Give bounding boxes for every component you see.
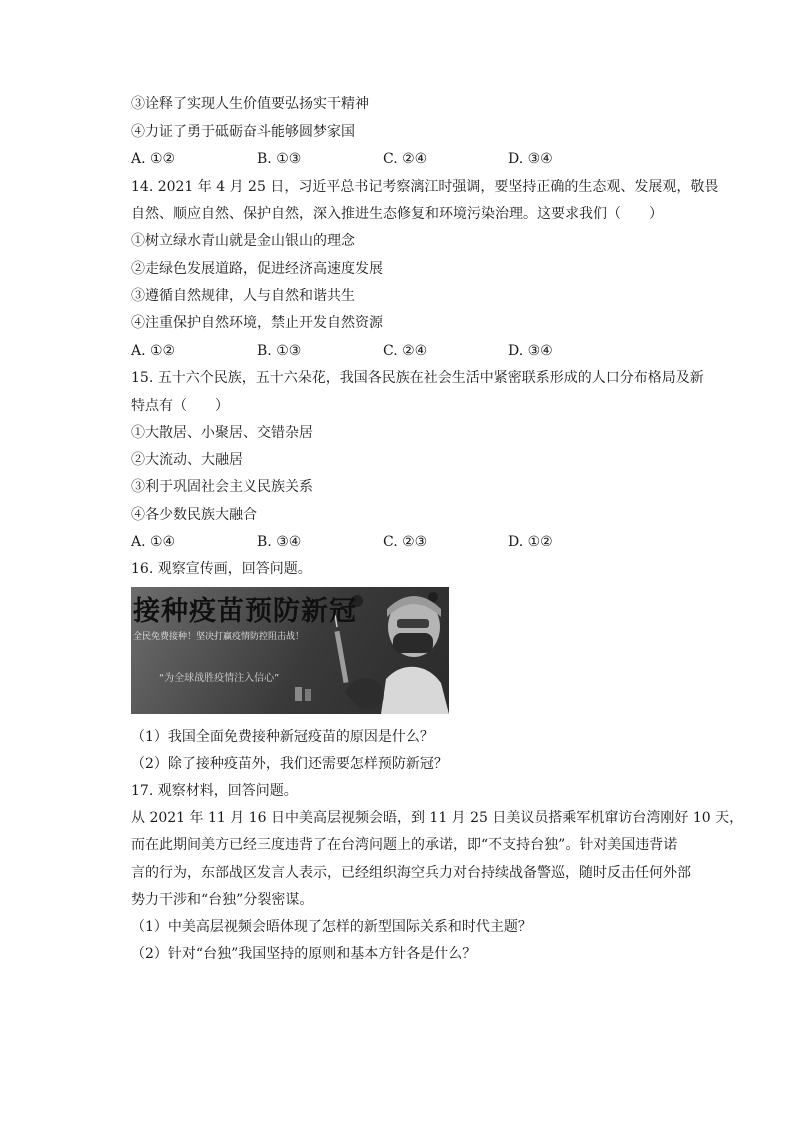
- syringe-icon: [335, 631, 349, 683]
- vial-icon: [295, 687, 302, 701]
- doctor-coat: [381, 667, 449, 714]
- poster-subtitle: 全民免费接种！坚决打赢疫情防控阻击战！: [133, 632, 305, 642]
- q17-material-line-2: 而在此期间美方已经三度违背了在台湾问题上的承诺，即“不支持台独”。针对美国违背诺: [131, 837, 678, 853]
- q14-option-2: ②走绿色发展道路，促进经济高速度发展: [131, 261, 383, 277]
- q14-choice-a: A. ①②: [131, 343, 176, 359]
- q13-choice-a: A. ①②: [131, 151, 176, 167]
- q14-choice-d: D. ③④: [508, 343, 553, 359]
- q15-choice-c: C. ②③: [383, 534, 428, 550]
- q14-stem-line-2: 自然、顺应自然、保护自然，深入推进生态修复和环境污染治理。这要求我们（ ）: [131, 206, 663, 222]
- q14-option-1: ①树立绿水青山就是金山银山的理念: [131, 233, 355, 249]
- q14-choice-b: B. ①③: [257, 343, 302, 359]
- q17-material-line-4: 势力干涉和“台独”分裂密谋。: [131, 892, 314, 908]
- q15-stem-line-2: 特点有（ ）: [131, 398, 229, 414]
- face-mask: [393, 633, 433, 653]
- q17-stem: 17. 观察材料，回答问题。: [131, 783, 298, 799]
- q15-stem-line-1: 15. 五十六个民族，五十六朵花，我国各民族在社会生活中紧密联系形成的人口分布格局及新: [131, 370, 704, 386]
- q13-choice-c: C. ②④: [383, 151, 428, 167]
- q17-material-line-1: 从 2021 年 11 月 16 日中美高层视频会晤，到 11 月 25 日美议员搭乘军机窜访台湾刚好 10 天，: [131, 810, 744, 826]
- q13-option-3: ③诠释了实现人生价值要弘扬实干精神: [131, 96, 369, 112]
- poster-quote: “为全球战胜疫情注入信心”: [159, 673, 280, 684]
- q17-subquestion-2: （2）针对“台独”我国坚持的原则和基本方针各是什么？: [131, 946, 477, 962]
- q17-subquestion-1: （1）中美高层视频会晤体现了怎样的新型国际关系和时代主题？: [131, 919, 532, 935]
- q15-choice-a: A. ①④: [131, 534, 176, 550]
- q15-option-3: ③利于巩固社会主义民族关系: [131, 479, 313, 495]
- q16-subquestion-1: （1）我国全面免费接种新冠疫苗的原因是什么？: [131, 729, 434, 745]
- q15-option-2: ②大流动、大融居: [131, 452, 243, 468]
- q14-option-3: ③遵循自然规律，人与自然和谐共生: [131, 288, 355, 304]
- q15-choice-d: D. ①②: [508, 534, 553, 550]
- q13-choice-b: B. ①③: [257, 151, 302, 167]
- q14-stem-line-1: 14. 2021 年 4 月 25 日，习近平总书记考察漓江时强调，要坚持正确的生态观、发展观，敬畏: [131, 179, 719, 195]
- q16-stem: 16. 观察宣传画，回答问题。: [131, 561, 312, 577]
- q16-subquestion-2: （2）除了接种疫苗外，我们还需要怎样预防新冠？: [131, 756, 448, 772]
- q14-choice-c: C. ②④: [383, 343, 428, 359]
- q15-choice-b: B. ③④: [257, 534, 302, 550]
- q13-option-4: ④力证了勇于砥砺奋斗能够圆梦家国: [131, 124, 355, 140]
- poster-title: 接种疫苗预防新冠: [133, 596, 357, 627]
- vaccine-poster-image: [131, 587, 449, 714]
- q14-option-4: ④注重保护自然环境，禁止开发自然资源: [131, 315, 383, 331]
- q15-option-1: ①大散居、小聚居、交错杂居: [131, 425, 313, 441]
- gloved-hand: [345, 678, 384, 709]
- q15-option-4: ④各少数民族大融合: [131, 507, 257, 523]
- q13-choice-d: D. ③④: [508, 151, 553, 167]
- q17-material-line-3: 言的行为，东部战区发言人表示，已经组织海空兵力对台持续战备警巡，随时反击任何外部: [131, 865, 691, 881]
